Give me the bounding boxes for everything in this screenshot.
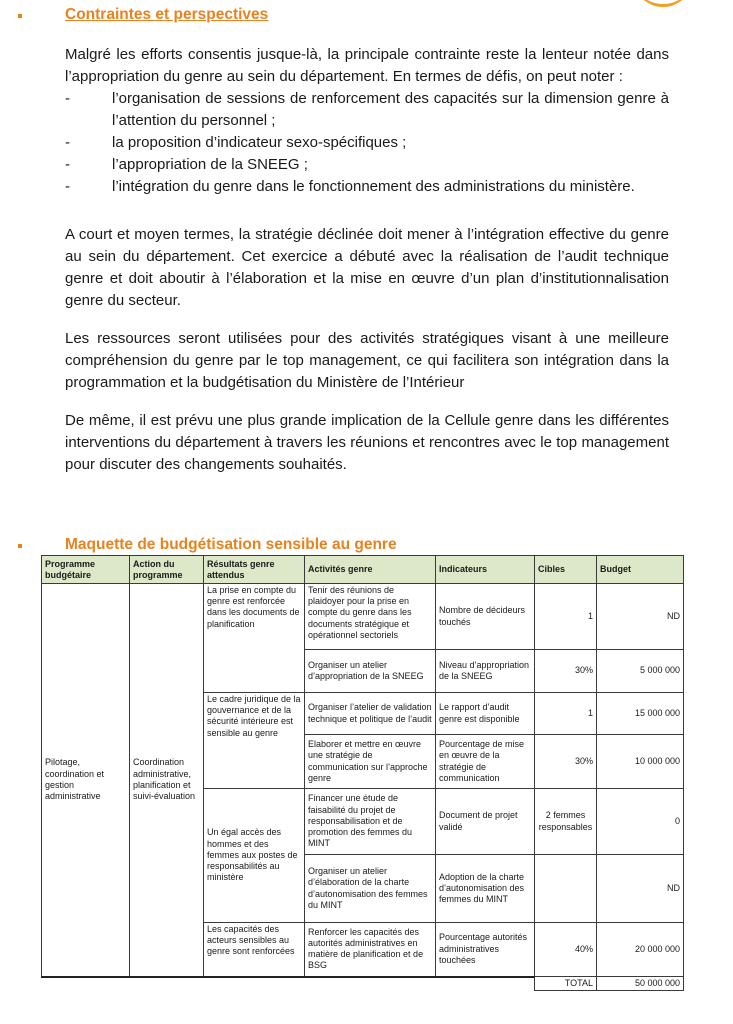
cell-target: 30%: [535, 650, 597, 693]
header-programme: Programme budgétaire: [42, 556, 130, 584]
cell-result: Le cadre juridique de la gouvernance et de la sécurité intérieure est sensible au genre: [204, 693, 305, 789]
cell-indicator: Document de projet validé: [436, 789, 535, 855]
budget-table: [41, 555, 684, 991]
total-value: 50 000 000: [597, 977, 684, 991]
cell-budget: 10 000 000: [597, 735, 684, 789]
table-row: [42, 584, 684, 650]
cell-result: Les capacités des acteurs sensibles au genre sont renforcées: [204, 923, 305, 977]
cell-target: [535, 855, 597, 923]
cell-target: 1: [535, 584, 597, 650]
section-heading-constraints: Contraintes et perspectives: [65, 6, 269, 23]
intro-paragraph: Malgré les efforts consentis jusque-là, la principale contrainte reste la lenteur notée dans l’appropriation du genre au sein du département. En termes de défis, on peut noter :: [65, 46, 669, 85]
cell-activity: Financer une étude de faisabilité du projet de responsabilisation et de promotion des femmes du MINT: [305, 789, 436, 855]
cell-target: 30%: [535, 735, 597, 789]
section-bullet-icon: [18, 544, 22, 548]
cell-action: Coordination administrative, planification et suivi-évaluation: [130, 584, 204, 977]
decorative-arc: [633, 0, 693, 7]
cell-budget: 5 000 000: [597, 650, 684, 693]
list-item: - l’organisation de sessions de renforcement des capacités sur la dimension genre à l’attention du personnel ;: [65, 90, 669, 129]
header-action: Action du programme: [130, 556, 204, 584]
section-heading-budget-model: Maquette de budgétisation sensible au genre: [65, 536, 397, 553]
cell-budget: ND: [597, 855, 684, 923]
cell-result: La prise en compte du genre est renforcée dans les documents de planification: [204, 584, 305, 693]
cell-activity: Organiser l’atelier de validation technique et politique de l’audit: [305, 693, 436, 735]
cell-activity: Organiser un atelier d’appropriation de la SNEEG: [305, 650, 436, 693]
total-label: TOTAL: [535, 977, 597, 991]
cell-target: 2 femmes responsables: [535, 789, 597, 855]
challenges-list: [65, 88, 669, 198]
list-item: - la proposition d’indicateur sexo-spécifiques ;: [65, 134, 407, 151]
cell-activity: Organiser un atelier d’élaboration de la charte d’autonomisation des femmes du MINT: [305, 855, 436, 923]
header-budget: Budget: [597, 556, 684, 584]
cell-budget: 20 000 000: [597, 923, 684, 977]
cell-indicator: Niveau d’appropriation de la SNEEG: [436, 650, 535, 693]
cell-result: Un égal accès des hommes et des femmes aux postes de responsabilités au ministère: [204, 789, 305, 923]
section-bullet-icon: [18, 14, 22, 18]
cell-activity: Elaborer et mettre en œuvre une stratégie de communication sur l’approche genre: [305, 735, 436, 789]
cell-indicator: Pourcentage de mise en œuvre de la stratégie de communication: [436, 735, 535, 789]
cell-activity: Renforcer les capacités des autorités administratives en matière de planification et de BSG: [305, 923, 436, 977]
header-indicateurs: Indicateurs: [436, 556, 535, 584]
cell-indicator: Pourcentage autorités administratives touchées: [436, 923, 535, 977]
list-item: - l’intégration du genre dans le fonctionnement des administrations du ministère.: [65, 178, 635, 195]
header-resultats: Résultats genre attendus: [204, 556, 305, 584]
cell-target: 1: [535, 693, 597, 735]
cell-budget: 0: [597, 789, 684, 855]
cell-target: 40%: [535, 923, 597, 977]
cell-programme: Pilotage, coordination et gestion administrative: [42, 584, 130, 977]
cell-budget: 15 000 000: [597, 693, 684, 735]
involvement-paragraph: De même, il est prévu une plus grande implication de la Cellule genre dans les différentes interventions du département à travers les réunions et rencontres avec le top management pour discuter des changements souhaités.: [65, 412, 669, 473]
list-item: - l’appropriation de la SNEEG ;: [65, 156, 308, 173]
cell-indicator: Le rapport d’audit genre est disponible: [436, 693, 535, 735]
cell-activity: Tenir des réunions de plaidoyer pour la prise en compte du genre dans les documents stratégique et opérationnel sectoriels: [305, 584, 436, 650]
strategy-paragraph: A court et moyen termes, la stratégie déclinée doit mener à l’intégration effective du genre au sein du département. Cet exercice a débuté avec la réalisation de l’audit technique genre et doit aboutir à l’élaboration et la mise en œuvre d’un plan d’institutionnalisation genre du secteur.: [65, 226, 669, 309]
constraints-body: [65, 44, 669, 488]
table-header-row: [42, 556, 684, 584]
header-cibles: Cibles: [535, 556, 597, 584]
header-activites: Activités genre: [305, 556, 436, 584]
cell-budget: ND: [597, 584, 684, 650]
cell-indicator: Adoption de la charte d’autonomisation des femmes du MINT: [436, 855, 535, 923]
total-row: [42, 977, 684, 991]
resources-paragraph: Les ressources seront utilisées pour des activités stratégiques visant à une meilleure compréhension du genre par le top management, ce qui facilitera son intégration dans la programmation et la budgétisation du Ministère de l’Intérieur: [65, 330, 669, 391]
cell-indicator: Nombre de décideurs touchés: [436, 584, 535, 650]
